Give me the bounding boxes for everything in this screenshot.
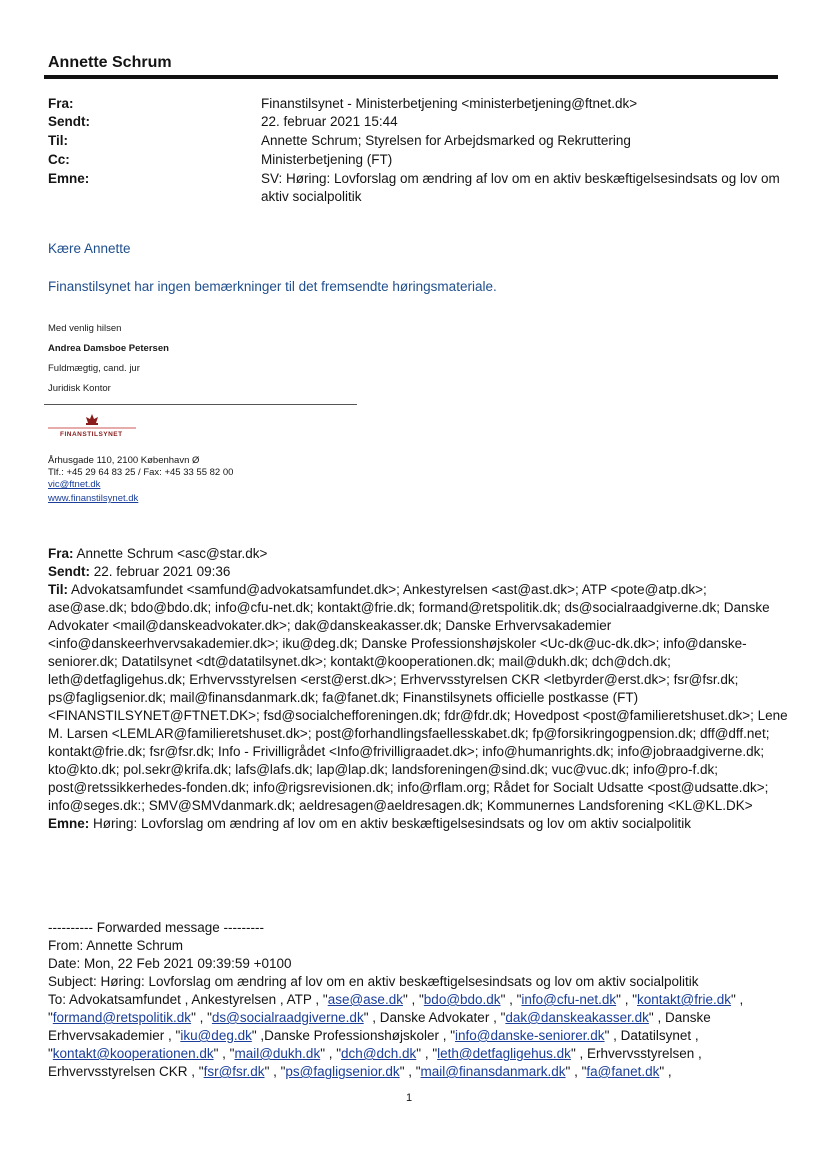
fwd-link[interactable]: ds@socialraadgiverne.dk — [211, 1010, 364, 1025]
sig-office: Juridisk Kontor — [48, 383, 111, 394]
header-value: 22. februar 2021 15:44 — [261, 114, 398, 129]
fwd-link[interactable]: kontakt@kooperationen.dk — [52, 1046, 214, 1061]
fwd-link[interactable]: dch@dch.dk — [341, 1046, 417, 1061]
fwd-link[interactable]: iku@deg.dk — [180, 1028, 252, 1043]
orig-to-label: Til: — [48, 582, 68, 597]
fwd-to-prefix: To: Advokatsamfundet , Ankestyrelsen , ATP , — [48, 992, 323, 1007]
finanstilsynet-logo — [48, 412, 138, 446]
orig-from: Annette Schrum <asc@star.dk> — [76, 546, 268, 561]
fwd-link[interactable]: info@cfu-net.dk — [521, 992, 617, 1007]
signature-divider — [44, 404, 357, 405]
title-divider — [44, 75, 778, 79]
orig-sent: 22. februar 2021 09:36 — [93, 564, 231, 579]
fwd-link[interactable]: ase@ase.dk — [327, 992, 403, 1007]
orig-from-line — [48, 545, 788, 563]
sig-email-link[interactable]: vic@ftnet.dk — [48, 479, 101, 490]
orig-subject-line — [48, 815, 788, 833]
header-value: SV: Høring: Lovforslag om ændring af lov om en aktiv beskæftigelsesindsats og lov om aktiv socialpolitik — [261, 171, 780, 204]
header-label: Sendt: — [48, 114, 90, 129]
header-value: Finanstilsynet - Ministerbetjening <ministerbetjening@ftnet.dk> — [261, 96, 638, 111]
fwd-link[interactable]: kontakt@frie.dk — [637, 992, 732, 1007]
fwd-from: From: Annette Schrum — [48, 938, 184, 953]
orig-to: Advokatsamfundet <samfund@advokatsamfundet.dk>; Ankestyrelsen <ast@ast.dk>; ATP <pote@atp.dk>; ase@ase.dk; bdo@bdo.dk; info@cfu-net.dk; kontakt@frie.dk; formand@retspolitik.dk; ds@socialraadgiverne.dk; Danske Advokater <mail@danskeadvokater.dk>; dak@danskeakasser.dk; Danske Erhvervsakademier <info@danskeerhvervsakademier.dk>; iku@deg.dk; Danske Professionshøjskoler <Uc-dk@uc-dk.dk>; info@danske-seniorer.dk; Datatilsynet <dt@datatilsynet.dk>; kontakt@kooperationen.dk; mail@dukh.dk; dch@dch.dk; leth@detfagligehus.dk; Erhvervsstyrelsen <erst@erst.dk>; Erhvervsstyrelsen CKR <letbyrder@erst.dk>; fsr@fsr.dk; ps@fagligsenior.dk; mail@finansdanmark.dk; fa@fanet.dk; Finanstilsynets officielle postkasse (FT) <FINANSTILSYNET@FTNET.DK>; fsd@socialchefforeningen.dk; fdr@fdr.dk; Hovedpost <post@familieretshuset.dk>; Lene M. Larsen <LEMLAR@familieretshuset.dk>; post@forhandlingsfaellesskabet.dk; fp@forsikringogpension.dk; dff@dff.net; kontakt@frie.dk; fsr@fsr.dk; Info - Frivilligrådet <Info@frivilligraadet.dk>; info@humanrights.dk; info@jobraadgiverne.dk; kto@kto.dk; pol.sekr@krifa.dk; lafs@lafs.dk; lap@lap.dk; landsforeningen@sind.dk; vuc@vuc.dk; info@pro-f.dk; post@retssikkerhedes-fonden.dk; info@rigsrevisionen.dk; info@rflam.org; Rådet for Socialt Udsatte <post@udsatte.dk>; info@seges.dk:; SMV@SMVdanmark.dk; aeldresagen@aeldresagen.dk; Kommunernes Landsforening <KL@KL.DK> — [48, 582, 788, 813]
orig-to-line — [48, 581, 788, 815]
greeting: Kære Annette — [48, 241, 131, 256]
fwd-banner: ---------- Forwarded message --------- — [48, 920, 264, 935]
original-message — [48, 545, 788, 833]
orig-sent-label: Sendt: — [48, 564, 90, 579]
fwd-link[interactable]: ps@fagligsenior.dk — [285, 1064, 400, 1079]
fwd-link[interactable]: fsr@fsr.dk — [203, 1064, 265, 1079]
orig-from-label: Fra: — [48, 546, 74, 561]
forwarded-message — [48, 919, 788, 1081]
fwd-link[interactable]: dak@danskeakasser.dk — [505, 1010, 649, 1025]
fwd-subject: Subject: Høring: Lovforslag om ændring af lov om en aktiv beskæftigelsesindsats og lov om aktiv socialpolitik — [48, 974, 699, 989]
fwd-link[interactable]: leth@detfagligehus.dk — [437, 1046, 571, 1061]
orig-subject-label: Emne: — [48, 816, 90, 831]
fwd-link[interactable]: info@danske-seniorer.dk — [455, 1028, 605, 1043]
header-value: Ministerbetjening (FT) — [261, 152, 393, 167]
header-label: Cc: — [48, 152, 70, 167]
sig-closing: Med venlig hilsen — [48, 323, 122, 334]
header-value: Annette Schrum; Styrelsen for Arbejdsmarked og Rekruttering — [261, 133, 631, 148]
crown-icon — [48, 412, 138, 446]
fwd-link[interactable]: formand@retspolitik.dk — [52, 1010, 192, 1025]
sig-title: Fuldmægtig, cand. jur — [48, 363, 140, 374]
logo-text: FINANSTILSYNET — [60, 431, 123, 438]
header-label: Fra: — [48, 96, 74, 111]
sig-phone: Tlf.: +45 29 64 83 25 / Fax: +45 33 55 82 00 — [48, 467, 234, 478]
orig-sent-line — [48, 563, 788, 581]
orig-subject: Høring: Lovforslag om ændring af lov om en aktiv beskæftigelsesindsats og lov om aktiv socialpolitik — [93, 816, 692, 831]
reply-message: Finanstilsynet har ingen bemærkninger til det fremsendte høringsmateriale. — [48, 279, 497, 294]
fwd-link[interactable]: fa@fanet.dk — [586, 1064, 660, 1079]
header-label: Til: — [48, 133, 68, 148]
document-title: Annette Schrum — [48, 54, 172, 71]
header-label: Emne: — [48, 171, 90, 186]
page-number: 1 — [406, 1092, 413, 1104]
sig-name: Andrea Damsboe Petersen — [48, 343, 169, 354]
fwd-link[interactable]: bdo@bdo.dk — [423, 992, 501, 1007]
fwd-to: To: Advokatsamfundet , Ankestyrelsen , ATP , "ase@ase.dk" , "bdo@bdo.dk" , "info@cfu-net.dk" , "kontakt@frie.dk" , "formand@retspolitik.dk" , "ds@socialraadgiverne.dk" , Danske Advokater , "dak@danskeakasser.dk" , Danske Erhvervsakademier , "iku@deg.dk" ,Danske Professionshøjskoler , "info@danske-seniorer.dk" , Datatilsynet , "kontakt@kooperationen.dk" , "mail@dukh.dk" , "dch@dch.dk" , "leth@detfagligehus.dk" , Erhvervsstyrelsen , Erhvervsstyrelsen CKR , "fsr@fsr.dk" , "ps@fagligsenior.dk" , "mail@finansdanmark.dk" , "fa@fanet.dk" , — [48, 992, 744, 1079]
sig-web-link[interactable]: www.finanstilsynet.dk — [48, 493, 139, 504]
fwd-date: Date: Mon, 22 Feb 2021 09:39:59 +0100 — [48, 956, 292, 971]
fwd-link[interactable]: mail@finansdanmark.dk — [420, 1064, 566, 1079]
fwd-link[interactable]: mail@dukh.dk — [234, 1046, 321, 1061]
sig-address: Århusgade 110, 2100 København Ø — [48, 455, 200, 466]
